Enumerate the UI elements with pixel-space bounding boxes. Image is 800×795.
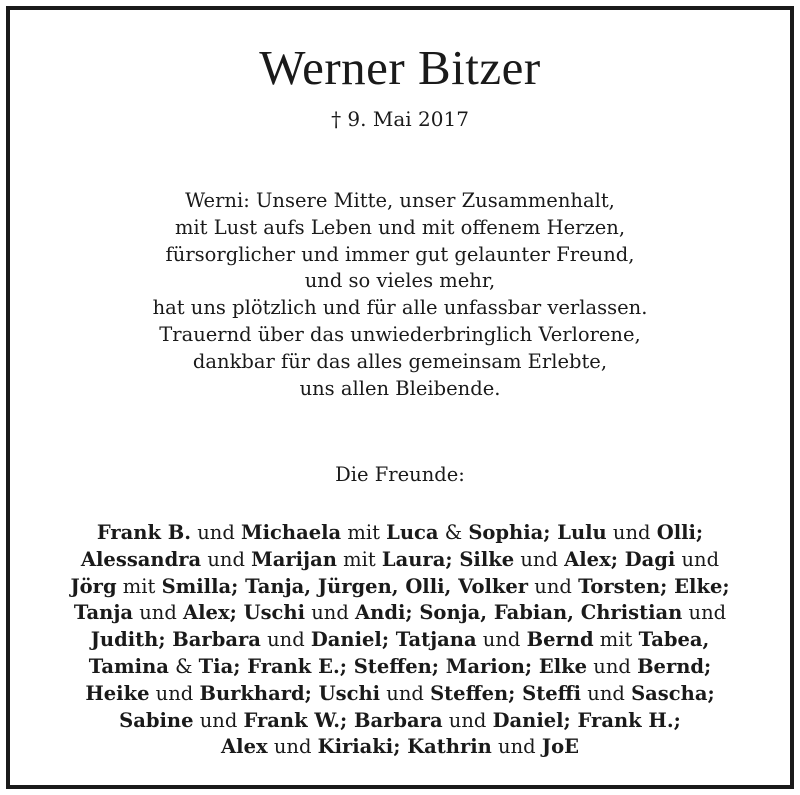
memorial-line: und so vieles mehr,: [304, 269, 496, 293]
connector-text: und: [606, 521, 657, 544]
connector-text: und: [491, 735, 542, 759]
connector-text: und: [149, 681, 200, 705]
friend-name: Steffen; Steffi: [430, 681, 582, 705]
connector-text: und: [193, 708, 244, 732]
connector-text: mit: [341, 521, 387, 544]
connector-text: und: [267, 735, 318, 759]
memorial-line: uns allen Bleibende.: [299, 376, 501, 400]
friend-name: Bernd: [526, 628, 594, 652]
friend-name: Alex; Uschi: [183, 601, 306, 625]
friend-name: Tanja: [73, 601, 134, 625]
connector-text: und: [682, 601, 727, 625]
friend-name: Smilla; Tanja, Jürgen, Olli, Volker: [161, 574, 529, 598]
connector-text: &: [438, 521, 469, 544]
memorial-line: hat uns plötzlich und für alle unfassbar verlassen.: [152, 296, 648, 320]
memorial-line: Werni: Unsere Mitte, unser Zusammenhalt,: [185, 189, 615, 212]
friend-name: Sascha;: [631, 681, 715, 705]
connector-text: und: [528, 574, 579, 598]
friend-name: Michaela: [241, 521, 342, 544]
friends-line: [10, 547, 790, 574]
memorial-line: fürsorglicher und immer gut gelaunter Freund,: [165, 242, 635, 266]
friend-name: Burkhard; Uschi: [199, 681, 381, 705]
friends-line: [10, 600, 790, 627]
deceased-name: Werner Bitzer: [259, 40, 541, 95]
obituary-frame: [6, 6, 794, 789]
connector-text: mit: [593, 628, 639, 652]
friend-name: Bernd;: [637, 654, 712, 678]
friend-name: Alex; Dagi: [564, 547, 676, 571]
memorial-text: [10, 188, 790, 402]
friend-name: Alex: [221, 735, 268, 759]
friend-name: Sabine: [119, 708, 194, 732]
friend-name: Daniel; Frank H.;: [492, 708, 681, 732]
friend-name: Frank W.; Barbara: [243, 708, 443, 732]
friend-name: Jörg: [70, 574, 117, 598]
friend-name: Marijan: [251, 547, 337, 571]
friend-name: Heike: [85, 681, 150, 705]
signoff: Die Freunde:: [335, 463, 465, 486]
memorial-line: dankbar für das alles gemeinsam Erlebte,: [192, 349, 608, 373]
friend-name: Tia; Frank E.; Steffen; Marion; Elke: [198, 654, 588, 678]
friend-name: Daniel; Tatjana: [310, 628, 477, 652]
connector-text: mit: [116, 574, 162, 598]
friend-name: Frank B.: [96, 521, 192, 544]
connector-text: und: [581, 681, 632, 705]
friends-line: [10, 734, 790, 761]
death-date: † 9. Mai 2017: [331, 107, 469, 131]
friends-line: [10, 574, 790, 601]
connector-text: und: [587, 654, 638, 678]
connector-text: und: [380, 681, 431, 705]
friend-name: Kiriaki; Kathrin: [317, 735, 492, 759]
connector-text: und: [476, 628, 527, 652]
connector-text: und: [133, 601, 184, 625]
memorial-line: Trauernd über das unwiederbringlich Verlorene,: [159, 322, 641, 346]
friend-name: Torsten; Elke;: [578, 574, 730, 598]
friends-line: [10, 708, 790, 735]
friends-line: [10, 520, 790, 547]
friends-line: [10, 681, 790, 708]
connector-text: und: [305, 601, 356, 625]
friend-name: Sophia; Lulu: [468, 521, 607, 544]
connector-text: und: [260, 628, 311, 652]
friend-name: Andi; Sonja, Fabian, Christian: [355, 601, 683, 625]
friend-name: JoE: [541, 735, 579, 759]
friend-name: Judith; Barbara: [90, 628, 261, 652]
connector-text: und: [191, 521, 242, 544]
friend-name: Olli;: [656, 521, 704, 544]
friend-name: Luca: [386, 521, 439, 544]
friend-name: Laura; Silke: [381, 547, 515, 571]
connector-text: und: [514, 547, 565, 571]
connector-text: und: [442, 708, 493, 732]
friend-name: Alessandra: [80, 547, 202, 571]
connector-text: und: [675, 547, 720, 571]
friend-name: Tabea,: [638, 628, 710, 652]
memorial-line: mit Lust aufs Leben und mit offenem Herzen,: [174, 215, 626, 239]
friends-line: [10, 654, 790, 681]
friends-list: [10, 520, 790, 761]
connector-text: mit: [336, 547, 382, 571]
connector-text: und: [201, 547, 252, 571]
connector-text: &: [168, 654, 199, 678]
friends-line: [10, 627, 790, 654]
friend-name: Tamina: [88, 654, 169, 678]
